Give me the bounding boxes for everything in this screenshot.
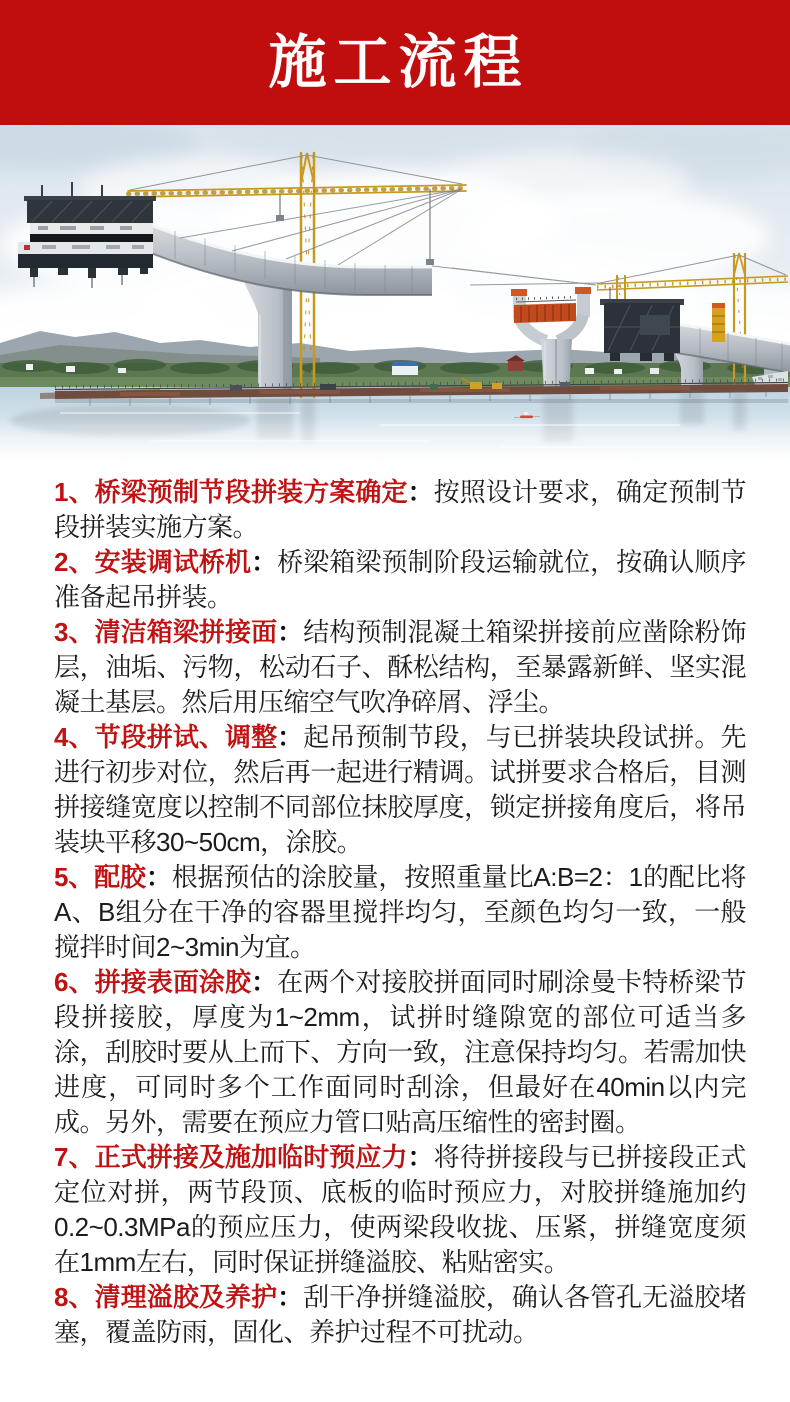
step-colon: ： <box>277 722 304 752</box>
step-colon: ： <box>251 967 278 997</box>
step-head: 5、配胶 <box>54 862 146 892</box>
step-head: 8、清理溢胶及养护 <box>54 1282 278 1312</box>
step-item <box>54 615 746 720</box>
step-body: 刮干净拼缝溢胶，确认各管孔无溢胶堵塞，覆盖防雨，固化、养护过程不可扰动。 <box>54 1282 746 1347</box>
step-colon: ： <box>145 862 172 892</box>
step-head: 7、正式拼接及施加临时预应力 <box>54 1142 408 1172</box>
step-colon: ： <box>277 617 304 647</box>
step-head: 2、安装调试桥机 <box>54 547 252 577</box>
step-body: 将待拼接段与已拼接段正式定位对拼，两节段顶、底板的临时预应力，对胶拼缝施加约0.2~0.3MPa的预应压力，使两梁段收拢、压紧，拼缝宽度须在1mm左右，同时保证拼缝溢胶、粘贴密实。 <box>54 1142 746 1277</box>
step-body: 按照设计要求，确定预制节段拼装实施方案。 <box>54 477 746 542</box>
step-item <box>54 545 746 615</box>
step-colon: ： <box>251 547 278 577</box>
step-item <box>54 860 746 965</box>
step-item <box>54 720 746 860</box>
step-body: 在两个对接胶拼面同时刷涂曼卡特桥梁节段拼接胶，厚度为1~2mm，试拼时缝隙宽的部位可适当多涂，刮胶时要从上而下、方向一致，注意保持均匀。若需加快进度，可同时多个工作面同时刮涂，但最好在40min以内完成。另外，需要在预应力管口贴高压缩性的密封圈。 <box>54 967 746 1137</box>
step-colon: ： <box>407 1142 434 1172</box>
step-body: 根据预估的涂胶量，按照重量比A:B=2：1的配比将A、B组分在干净的容器里搅拌均匀，至颜色均匀一致，一般搅拌时间2~3min为宜。 <box>54 862 746 962</box>
step-head: 1、桥梁预制节段拼装方案确定 <box>54 477 408 507</box>
step-item <box>54 475 746 545</box>
step-body: 桥梁箱梁预制阶段运输就位，按确认顺序准备起吊拼装。 <box>54 547 746 612</box>
step-head: 3、清洁箱梁拼接面 <box>54 617 278 647</box>
step-colon: ： <box>407 477 434 507</box>
steps-section <box>0 465 790 1350</box>
banner <box>0 0 790 125</box>
bridge-scene-illustration <box>0 125 790 465</box>
step-body: 起吊预制节段，与已拼装块段试拼。先进行初步对位，然后再一起进行精调。试拼要求合格后，目测拼接缝宽度以控制不同部位抹胶厚度，锁定拼接角度后，将吊装块平移30~50cm，涂胶。 <box>54 722 746 857</box>
step-item <box>54 1280 746 1350</box>
construction-photo <box>0 125 790 465</box>
step-item <box>54 1140 746 1280</box>
step-head: 4、节段拼试、调整 <box>54 722 278 752</box>
step-item <box>54 965 746 1140</box>
photo-bottom-fade <box>0 417 790 465</box>
step-body: 结构预制混凝土箱梁拼接前应凿除粉饰层，油垢、污物，松动石子、酥松结构，至暴露新鲜、坚实混凝土基层。然后用压缩空气吹净碎屑、浮尘。 <box>54 617 746 717</box>
step-head: 6、拼接表面涂胶 <box>54 967 252 997</box>
banner-title: 施工流程 <box>268 29 529 95</box>
step-colon: ： <box>277 1282 304 1312</box>
